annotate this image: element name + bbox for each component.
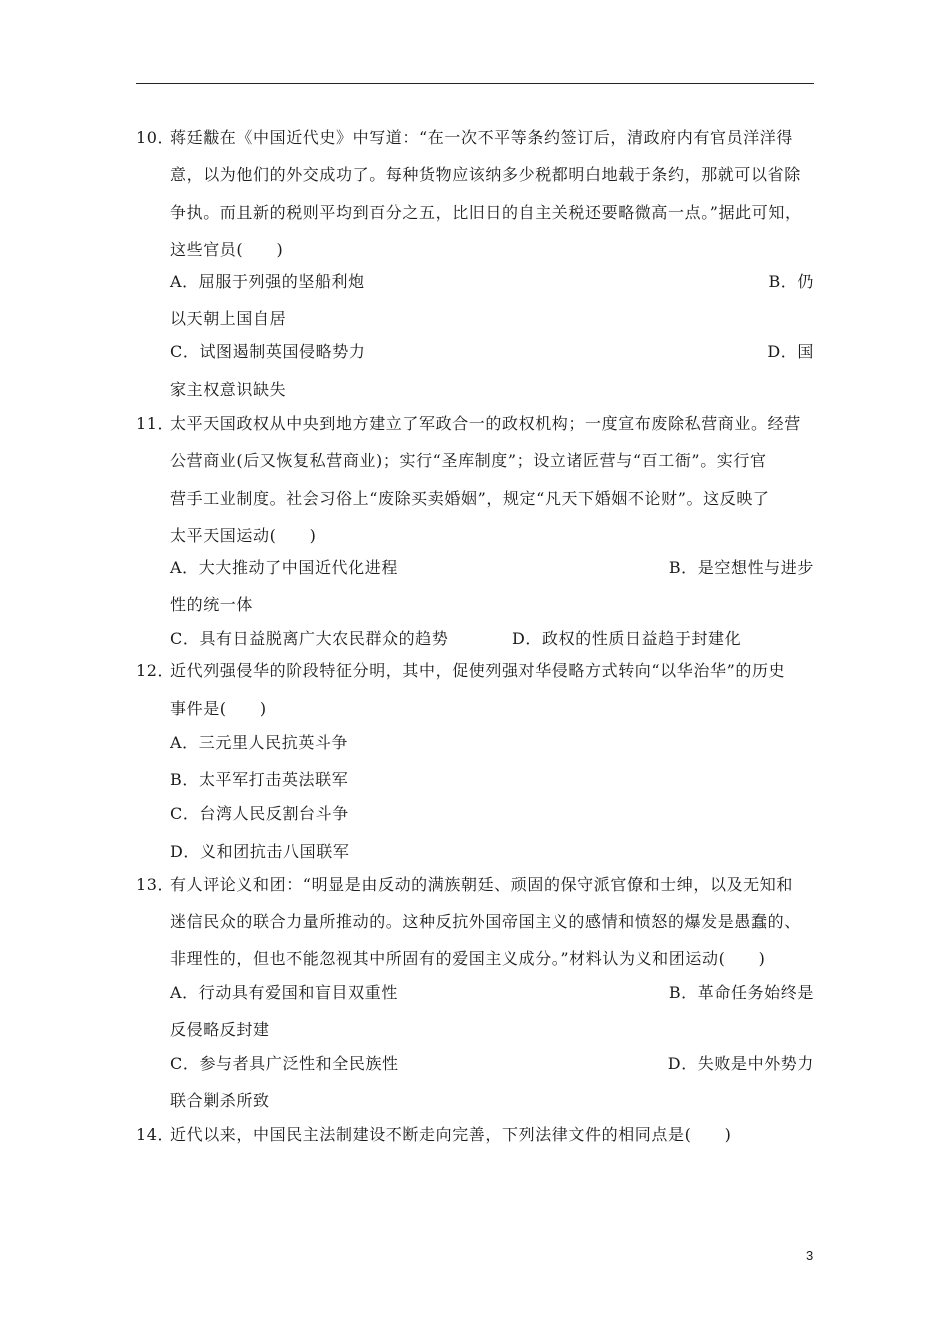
question-10-line-2: 意，以为他们的外交成功了。每种货物应该纳多少税都明白地载于条约，那就可以省除 bbox=[170, 165, 801, 184]
question-10-option-b-cont: 以天朝上国自居 bbox=[170, 309, 287, 328]
question-10-option-c: C．试图遏制英国侵略势力 bbox=[170, 342, 366, 361]
question-10-number: 10． bbox=[136, 128, 175, 147]
question-11-option-b: B．是空想性与进步 bbox=[668, 558, 814, 577]
page-number: 3 bbox=[806, 1248, 814, 1263]
question-11-option-d: D．政权的性质日益趋于封建化 bbox=[512, 629, 742, 648]
question-12-line-1: 近代列强侵华的阶段特征分明，其中，促使列强对华侵略方式转向“以华治华”的历史 bbox=[170, 661, 786, 680]
question-11-line-2: 公营商业(后又恢复私营商业)；实行“圣库制度”；设立诸匠营与“百工衙”。实行官 bbox=[170, 451, 767, 470]
question-10-line-1: 蒋廷黻在《中国近代史》中写道：“在一次不平等条约签订后，清政府内有官员洋洋得 bbox=[170, 128, 793, 147]
question-12-number: 12． bbox=[136, 661, 175, 680]
question-13-option-b-cont: 反侵略反封建 bbox=[170, 1020, 270, 1039]
question-11-option-b-cont: 性的统一体 bbox=[170, 595, 254, 614]
question-11-line-3: 营手工业制度。社会习俗上“废除买卖婚姻”，规定“凡天下婚姻不论财”。这反映了 bbox=[170, 489, 770, 508]
question-12-line-2: 事件是( ) bbox=[170, 699, 267, 718]
question-13-line-2: 迷信民众的联合力量所推动的。这种反抗外国帝国主义的感情和愤怒的爆发是愚蠢的、 bbox=[170, 912, 801, 931]
question-10-line-4: 这些官员( ) bbox=[170, 240, 284, 259]
question-12-option-d: D．义和团抗击八国联军 bbox=[170, 842, 350, 861]
question-10-option-b: B．仍 bbox=[768, 272, 814, 291]
question-12-option-c: C．台湾人民反割台斗争 bbox=[170, 804, 349, 823]
question-11-option-c: C．具有日益脱离广大农民群众的趋势 bbox=[170, 629, 449, 648]
question-12-option-b: B．太平军打击英法联军 bbox=[170, 770, 349, 789]
question-13-option-c: C．参与者具广泛性和全民族性 bbox=[170, 1054, 399, 1073]
question-11-number: 11． bbox=[136, 414, 175, 433]
question-13-option-a: A．行动具有爱国和盲目双重性 bbox=[170, 983, 398, 1002]
question-10-option-a: A．屈服于列强的坚船利炮 bbox=[170, 272, 365, 291]
question-14-number: 14． bbox=[136, 1125, 175, 1144]
question-11-option-a: A．大大推动了中国近代化进程 bbox=[170, 558, 398, 577]
question-11-line-4: 太平天国运动( ) bbox=[170, 526, 317, 545]
question-12-option-a: A．三元里人民抗英斗争 bbox=[170, 733, 349, 752]
question-11-line-1: 太平天国政权从中央到地方建立了军政合一的政权机构；一度宣布废除私营商业。经营 bbox=[170, 414, 801, 433]
question-13-option-b: B．革命任务始终是 bbox=[668, 983, 814, 1002]
question-10-line-3: 争执。而且新的税则平均到百分之五，比旧日的自主关税还要略微高一点。”据此可知， bbox=[170, 203, 802, 222]
header-rule bbox=[136, 83, 814, 84]
question-14-line-1: 近代以来，中国民主法制建设不断走向完善，下列法律文件的相同点是( ) bbox=[170, 1125, 732, 1144]
question-13-line-1: 有人评论义和团：“明显是由反动的满族朝廷、顽固的保守派官僚和士绅，以及无知和 bbox=[170, 875, 793, 894]
question-13-option-d: D．失败是中外势力 bbox=[667, 1054, 814, 1073]
question-13-option-d-cont: 联合剿杀所致 bbox=[170, 1091, 270, 1110]
question-10-option-d-cont: 家主权意识缺失 bbox=[170, 380, 287, 399]
question-13-line-3: 非理性的，但也不能忽视其中所固有的爱国主义成分。”材料认为义和团运动( ) bbox=[170, 949, 766, 968]
question-13-number: 13． bbox=[136, 875, 175, 894]
question-10-option-d: D．国 bbox=[767, 342, 814, 361]
